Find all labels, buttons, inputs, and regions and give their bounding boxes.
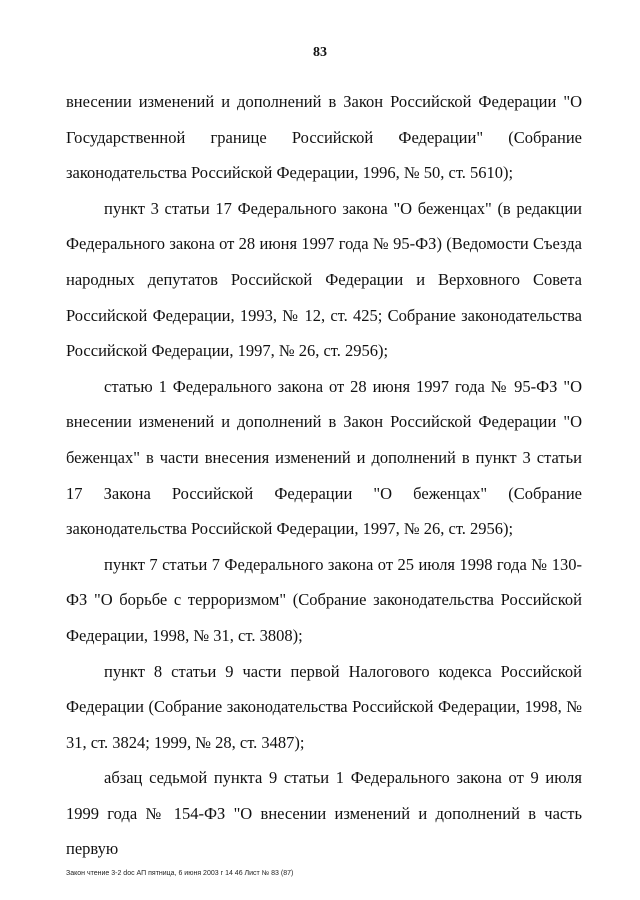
- paragraph: пункт 8 статьи 9 части первой Налогового кодекса Российской Федерации (Собрание законодательства Российской Федерации, 1998, № 31, ст. 3824; 1999, № 28, ст. 3487);: [66, 661, 582, 752]
- document-footer: Закон чтение 3-2 doc АП пятница, 6 июня 2003 г 14 46 Лист № 83 (87): [66, 870, 294, 877]
- paragraph: абзац седьмой пункта 9 статьи 1 Федерального закона от 9 июля 1999 года № 154-ФЗ "О внесении изменений и дополнений в часть первую: [66, 768, 582, 859]
- paragraph: пункт 3 статьи 17 Федерального закона "О беженцах" (в редакции Федерального закона от 28 июня 1997 года № 95-ФЗ) (Ведомости Съезда народных депутатов Российской Федерации и Верховного Совета Российской Федерации, 1993, № 12, ст. 425; Собрание законодательства Российской Федерации, 1997, № 26, ст. 2956);: [66, 198, 582, 361]
- document-body: [66, 84, 582, 867]
- paragraph: пункт 7 статьи 7 Федерального закона от 25 июля 1998 года № 130-ФЗ "О борьбе с терроризмом" (Собрание законодательства Российской Федерации, 1998, № 31, ст. 3808);: [66, 554, 582, 645]
- paragraph: статью 1 Федерального закона от 28 июня 1997 года № 95-ФЗ "О внесении изменений и дополнений в Закон Российской Федерации "О беженцах" в части внесения изменений и дополнений в пункт 3 статьи 17 Закона Российской Федерации "О беженцах" (Собрание законодательства Российской Федерации, 1997, № 26, ст. 2956);: [66, 376, 582, 539]
- paragraph-continued: внесении изменений и дополнений в Закон Российской Федерации "О Государственной границе Российской Федерации" (Собрание законодательства Российской Федерации, 1996, № 50, ст. 5610);: [66, 92, 582, 183]
- page-number: 83: [313, 45, 327, 60]
